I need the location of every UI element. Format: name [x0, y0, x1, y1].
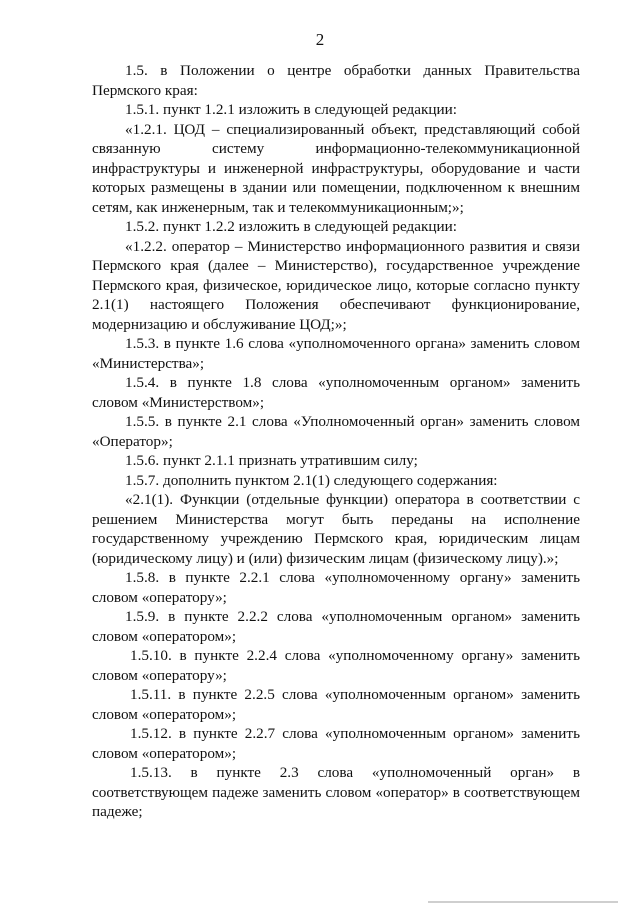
paragraph-1-5-9: 1.5.9. в пункте 2.2.2 слова «уполномоченным органом» заменить словом «оператором»; — [92, 608, 580, 645]
paragraph-1-5-8: 1.5.8. в пункте 2.2.1 слова «уполномоченному органу» заменить словом «оператору»; — [92, 569, 580, 606]
paragraph-1-5-1: 1.5.1. пункт 1.2.1 изложить в следующей редакции: — [125, 101, 457, 118]
paragraph-quote-1-2-1: «1.2.1. ЦОД – специализированный объект, представляющий собой связанную систему информационно-телекоммуникационной инфраструктуры и инженерной инфраструктуры, оборудование и части которых размещены в здании или помещении, подключенном к внешним сетям, как инженерным, так и телекоммуникационным;»; — [92, 120, 580, 216]
paragraph-1-5-6: 1.5.6. пункт 2.1.1 признать утратившим силу; — [125, 452, 418, 469]
paragraph-1-5-10: 1.5.10. в пункте 2.2.4 слова «уполномоченному органу» заменить словом «оператору»; — [92, 647, 580, 684]
paragraph-1-5-12: 1.5.12. в пункте 2.2.7 слова «уполномоченным органом» заменить словом «оператором»; — [92, 725, 580, 762]
paragraph-quote-2-1-1: «2.1(1). Функции (отдельные функции) оператора в соответствии с решением Министерства могут быть переданы на исполнение государственному учреждению Пермского края, юридическим лицам (юридическому лицу) и (или) физическим лицам (физическому лицу).»; — [92, 491, 580, 567]
paragraph-1-5-4: 1.5.4. в пункте 1.8 слова «уполномоченным органом» заменить словом «Министерством»; — [92, 374, 580, 411]
paragraph-quote-1-2-2: «1.2.2. оператор – Министерство информационного развития и связи Пермского края (далее – Министерство), государственное учреждение Пермского края, физическое, юридическое лицо, которые согласно пункту 2.1(1) настоящего Положения обеспечивают функционирование, модернизацию и обслуживание ЦОД;»; — [92, 237, 580, 333]
scan-edge-mark — [428, 901, 618, 903]
paragraph-1-5-2: 1.5.2. пункт 1.2.2 изложить в следующей редакции: — [125, 218, 457, 235]
paragraph-1-5-3: 1.5.3. в пункте 1.6 слова «уполномоченного органа» заменить словом «Министерства»; — [92, 335, 580, 372]
paragraph-1-5: 1.5. в Положении о центре обработки данных Правительства Пермского края: — [92, 62, 580, 99]
document-body — [92, 61, 580, 822]
paragraph-1-5-7: 1.5.7. дополнить пунктом 2.1(1) следующего содержания: — [125, 471, 498, 489]
paragraph-1-5-13: 1.5.13. в пункте 2.3 слова «уполномоченный орган» в соответствующем падеже заменить словом «оператор» в соответствующем падеже; — [92, 764, 580, 820]
paragraph-1-5-5: 1.5.5. в пункте 2.1 слова «Уполномоченный орган» заменить словом «Оператор»; — [92, 413, 580, 450]
page-number: 2 — [315, 30, 325, 49]
paragraph-1-5-11: 1.5.11. в пункте 2.2.5 слова «уполномоченным органом» заменить словом «оператором»; — [92, 686, 580, 723]
